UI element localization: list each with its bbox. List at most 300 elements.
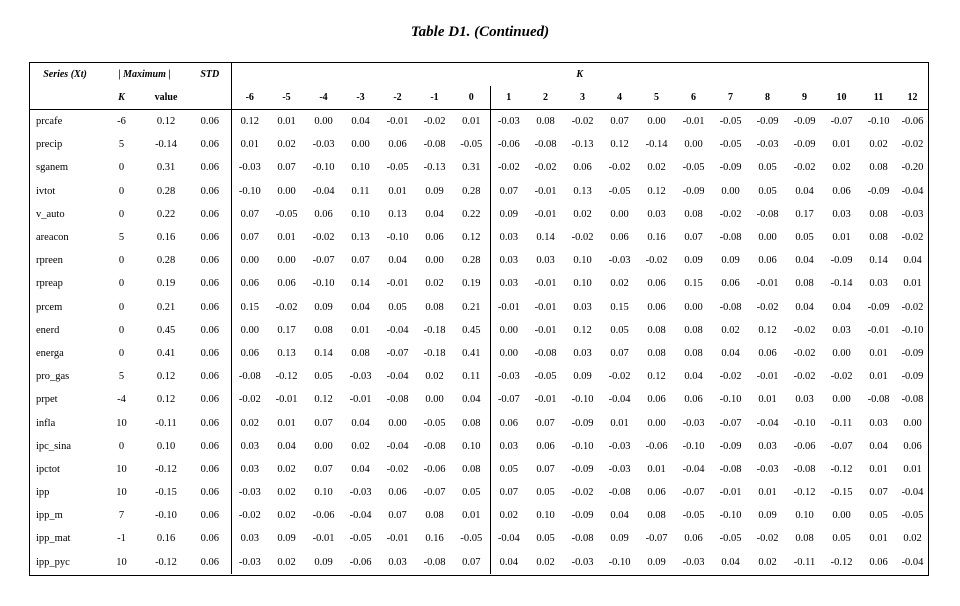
table-title: Table D1. (Continued) [410,24,550,40]
correlation-cell: -0.02 [830,371,853,383]
table-row [30,249,928,272]
series-cell: infla [36,417,56,429]
correlation-cell: 0.14 [869,255,888,267]
correlation-cell: 0.06 [610,232,629,244]
series-cell: prpet [36,394,58,406]
correlation-cell: 0.07 [869,487,888,499]
correlation-cell: -0.12 [830,463,853,475]
correlation-cell: 0.05 [462,487,481,499]
correlation-cell: -0.04 [901,556,924,568]
lag-header: 4 [601,86,638,110]
correlation-cell: -0.08 [793,463,816,475]
correlation-cell: 0.06 [647,394,666,406]
correlation-cell: 0.06 [277,278,296,290]
correlation-cell: -0.05 [719,139,742,151]
correlation-cell: -0.09 [867,301,890,313]
correlation-cell: 0.06 [684,394,703,406]
correlation-cell: 0.09 [721,255,740,267]
correlation-cell: 0.03 [832,324,851,336]
correlation-cell: 0.03 [869,417,888,429]
correlation-cell: 0.07 [231,226,268,249]
correlation-cell: 0.01 [869,533,888,545]
correlation-cell: -0.01 [534,185,557,197]
k-cell: 0 [118,347,125,359]
correlation-cell: 0.02 [425,278,444,290]
correlation-cell: 0.02 [490,504,527,527]
correlation-cell: 0.02 [647,162,666,174]
correlation-cell: 0.05 [758,185,777,197]
correlation-cell: -0.09 [793,139,816,151]
correlation-cell: -0.05 [534,371,557,383]
correlation-cell: -0.03 [682,417,705,429]
correlation-cell: -0.03 [349,487,372,499]
series-cell: ivtot [36,185,56,197]
correlation-cell: 0.08 [462,463,481,475]
correlation-cell: 0.04 [795,301,814,313]
correlation-cell: -0.03 [231,481,268,504]
correlation-cell: 0.04 [684,371,703,383]
correlation-table [30,63,928,574]
std-cell: 0.06 [200,347,219,359]
k-cell: -6 [117,116,126,128]
correlation-cell: -0.03 [608,463,631,475]
correlation-cell: 0.03 [869,278,888,290]
correlation-cell: -0.02 [793,371,816,383]
k-cell: -1 [117,533,126,545]
correlation-cell: -0.03 [490,365,527,388]
correlation-cell: 0.00 [647,417,666,429]
correlation-cell: -0.09 [901,347,924,359]
correlation-cell: -0.02 [423,116,446,128]
correlation-cell: 0.06 [647,301,666,313]
table-row [30,156,928,179]
lag-header: 5 [638,86,675,110]
correlation-cell: 0.08 [684,324,703,336]
correlation-cell: -0.13 [423,162,446,174]
correlation-cell: -0.01 [756,278,779,290]
correlation-cell: 0.04 [721,347,740,359]
correlation-cell: 0.00 [314,116,333,128]
correlation-cell: -0.05 [901,510,924,522]
correlation-cell: 0.02 [231,411,268,434]
std-cell: 0.06 [200,255,219,267]
k-cell: 0 [118,255,125,267]
correlation-cell: -0.10 [608,556,631,568]
lag-header: -3 [342,86,379,110]
correlation-cell: 0.00 [832,347,851,359]
table-row [30,110,928,134]
lag-header: 9 [786,86,823,110]
correlation-cell: -0.01 [719,487,742,499]
correlation-cell: -0.01 [756,371,779,383]
table-row [30,203,928,226]
correlation-cell: 0.07 [490,481,527,504]
correlation-cell: -0.02 [608,162,631,174]
correlation-cell: -0.01 [867,324,890,336]
correlation-cell: 0.04 [490,551,527,574]
correlation-cell: 0.03 [647,208,666,220]
correlation-cell: 0.02 [869,139,888,151]
correlation-cell: 0.03 [388,556,407,568]
correlation-cell: 0.28 [462,255,481,267]
correlation-cell: -0.08 [534,347,557,359]
correlation-cell: -0.05 [275,208,298,220]
correlation-cell: 0.09 [610,533,629,545]
std-cell: 0.06 [200,440,219,452]
series-cell: ipc_sina [36,440,71,452]
correlation-cell: 0.06 [425,232,444,244]
correlation-cell: -0.01 [386,116,409,128]
correlation-cell: 0.00 [277,255,296,267]
correlation-cell: -0.02 [901,139,924,151]
correlation-cell: -0.10 [312,278,335,290]
table-row [30,296,928,319]
correlation-cell: 0.00 [758,232,777,244]
correlation-cell: -0.08 [867,394,890,406]
correlation-cell: -0.04 [386,324,409,336]
value-cell: 0.12 [156,394,176,406]
table-body [30,110,928,574]
correlation-cell: 0.28 [462,185,481,197]
correlation-cell: -0.10 [682,440,705,452]
correlation-cell: 0.04 [610,510,629,522]
correlation-cell: -0.10 [231,180,268,203]
correlation-cell: 0.03 [832,208,851,220]
k-cell: 7 [118,510,125,522]
correlation-cell: 0.07 [536,463,555,475]
value-cell: 0.10 [156,440,176,452]
correlation-cell: -0.05 [386,162,409,174]
correlation-cell: -0.07 [682,487,705,499]
correlation-cell: 0.01 [388,185,407,197]
correlation-cell: 0.03 [758,440,777,452]
correlation-cell: 0.02 [573,208,592,220]
correlation-cell: -0.01 [534,208,557,220]
correlation-cell: 0.06 [647,278,666,290]
series-cell: energa [36,347,64,359]
table-row [30,504,928,527]
correlation-table-container [29,62,929,576]
correlation-cell: 0.07 [610,347,629,359]
correlation-cell: -0.03 [901,208,924,220]
value-cell: 0.28 [156,255,176,267]
correlation-cell: -0.02 [756,533,779,545]
correlation-cell: 0.04 [869,440,888,452]
correlation-cell: 0.09 [490,203,527,226]
correlation-cell: -0.06 [349,556,372,568]
correlation-cell: -0.20 [901,162,924,174]
correlation-cell: 0.00 [832,394,851,406]
k-cell: 5 [118,371,125,383]
correlation-cell: 0.02 [832,162,851,174]
correlation-cell: 0.04 [277,440,296,452]
correlation-cell: -0.10 [312,162,335,174]
correlation-cell: 0.10 [573,255,592,267]
correlation-cell: -0.02 [386,463,409,475]
correlation-cell: -0.03 [608,255,631,267]
series-cell: ipp_m [36,510,63,522]
correlation-cell: 0.04 [795,255,814,267]
value-cell: -0.14 [155,139,177,151]
correlation-cell: -0.02 [571,487,594,499]
correlation-cell: -0.02 [901,301,924,313]
correlation-cell: 0.12 [758,324,777,336]
correlation-cell: -0.01 [275,394,298,406]
correlation-cell: 0.02 [721,324,740,336]
std-cell: 0.06 [200,116,219,128]
correlation-cell: -0.09 [682,185,705,197]
series-cell: sganem [36,162,69,174]
correlation-cell: -0.02 [608,371,631,383]
correlation-cell: -0.03 [312,139,335,151]
series-cell: enerd [36,324,60,336]
std-cell: 0.06 [200,463,219,475]
correlation-cell: -0.09 [830,255,853,267]
correlation-cell: 0.04 [832,301,851,313]
k-cell: 10 [116,463,127,475]
correlation-cell: -0.02 [231,388,268,411]
correlation-cell: 0.00 [684,139,703,151]
correlation-cell: -0.04 [756,417,779,429]
correlation-cell: -0.10 [571,394,594,406]
correlation-cell: 0.03 [490,435,527,458]
correlation-cell: 0.04 [721,556,740,568]
value-cell: -0.12 [155,463,177,475]
correlation-cell: -0.08 [534,139,557,151]
std-cell: 0.06 [200,487,219,499]
value-cell: -0.10 [155,510,177,522]
correlation-cell: -0.01 [349,394,372,406]
series-cell: ipp [36,487,50,499]
correlation-cell: 0.15 [610,301,629,313]
correlation-cell: 0.05 [832,533,851,545]
correlation-cell: -0.07 [386,347,409,359]
correlation-cell: 0.06 [903,440,922,452]
correlation-cell: 0.09 [573,371,592,383]
correlation-cell: 0.01 [351,324,370,336]
correlation-cell: 0.22 [462,208,481,220]
correlation-cell: 0.09 [277,533,296,545]
correlation-cell: 0.08 [684,208,703,220]
correlation-cell: -0.03 [490,110,527,134]
table-row [30,180,928,203]
correlation-cell: 0.00 [351,139,370,151]
correlation-cell: 0.21 [462,301,481,313]
correlation-cell: 0.05 [869,510,888,522]
correlation-cell: 0.08 [314,324,333,336]
correlation-cell: 0.16 [425,533,444,545]
correlation-cell: -0.03 [571,556,594,568]
correlation-cell: 0.08 [869,162,888,174]
k-cell: -4 [117,394,126,406]
correlation-cell: 0.01 [277,417,296,429]
correlation-cell: 0.07 [388,510,407,522]
correlation-cell: 0.12 [610,139,629,151]
correlation-cell: -0.18 [423,347,446,359]
correlation-cell: 0.12 [573,324,592,336]
correlation-cell: 0.45 [462,324,481,336]
correlation-cell: 0.06 [758,255,777,267]
correlation-cell: 0.07 [536,417,555,429]
correlation-cell: 0.01 [758,487,777,499]
series-cell: prcem [36,301,63,313]
std-cell: 0.06 [200,371,219,383]
correlation-cell: -0.08 [386,394,409,406]
correlation-cell: 0.02 [277,556,296,568]
correlation-cell: 0.13 [388,208,407,220]
correlation-cell: 0.10 [573,278,592,290]
correlation-cell: -0.04 [386,440,409,452]
lag-header: 2 [527,86,564,110]
correlation-cell: 0.05 [490,458,527,481]
value-subheader: value [143,86,189,110]
std-cell: 0.06 [200,139,219,151]
correlation-cell: -0.05 [682,510,705,522]
correlation-cell: -0.01 [682,116,705,128]
correlation-cell: -0.02 [571,232,594,244]
correlation-cell: 0.09 [647,556,666,568]
correlation-cell: 0.01 [832,139,851,151]
correlation-cell: -0.08 [756,208,779,220]
lag-header: 11 [860,86,897,110]
correlation-cell: -0.06 [793,440,816,452]
std-cell: 0.06 [200,162,219,174]
correlation-cell: 0.10 [462,440,481,452]
correlation-cell: 0.10 [351,162,370,174]
correlation-cell: 0.08 [425,510,444,522]
correlation-cell: -0.07 [312,255,335,267]
correlation-cell: 0.06 [832,185,851,197]
correlation-cell: -0.04 [901,185,924,197]
correlation-cell: 0.02 [277,463,296,475]
correlation-cell: -0.10 [386,232,409,244]
correlation-cell: 0.01 [758,394,777,406]
correlation-cell: 0.12 [647,371,666,383]
correlation-cell: -0.02 [756,301,779,313]
correlation-cell: 0.06 [490,411,527,434]
table-row [30,342,928,365]
correlation-cell: 0.14 [536,232,555,244]
correlation-cell: 0.00 [231,249,268,272]
table-row [30,133,928,156]
correlation-cell: -0.01 [534,324,557,336]
correlation-cell: -0.10 [719,394,742,406]
correlation-cell: 0.01 [277,232,296,244]
correlation-cell: 0.04 [388,255,407,267]
correlation-cell: 0.00 [490,342,527,365]
correlation-cell: 0.08 [795,278,814,290]
correlation-cell: 0.05 [536,533,555,545]
correlation-cell: -0.09 [719,162,742,174]
correlation-cell: 0.12 [462,232,481,244]
correlation-cell: 0.03 [231,435,268,458]
correlation-cell: -0.02 [312,232,335,244]
correlation-cell: 0.15 [231,296,268,319]
correlation-cell: 0.31 [462,162,481,174]
correlation-cell: -0.09 [901,371,924,383]
lag-header: -5 [268,86,305,110]
correlation-cell: 0.13 [573,185,592,197]
correlation-cell: 0.03 [795,394,814,406]
correlation-cell: -0.14 [645,139,668,151]
correlation-cell: 0.07 [462,556,481,568]
correlation-cell: 0.07 [277,162,296,174]
correlation-cell: 0.12 [314,394,333,406]
correlation-cell: 0.13 [351,232,370,244]
correlation-cell: 0.12 [647,185,666,197]
series-cell: pro_gas [36,371,70,383]
correlation-cell: -0.11 [793,556,816,568]
correlation-cell: 0.01 [903,463,922,475]
k-cell: 5 [118,232,125,244]
series-cell: prcafe [36,116,63,128]
correlation-cell: 0.00 [425,255,444,267]
correlation-cell: -0.08 [719,301,742,313]
correlation-cell: 0.08 [647,510,666,522]
correlation-cell: 0.02 [277,139,296,151]
series-subheader [30,86,100,110]
series-header: Series (Xt) [43,69,87,80]
correlation-cell: -0.02 [901,232,924,244]
correlation-cell: -0.13 [571,139,594,151]
correlation-cell: -0.10 [571,440,594,452]
correlation-cell: 0.05 [388,301,407,313]
correlation-cell: -0.04 [901,487,924,499]
correlation-cell: -0.04 [682,463,705,475]
correlation-cell: -0.02 [719,208,742,220]
correlation-cell: 0.10 [314,487,333,499]
correlation-cell: -0.04 [608,394,631,406]
correlation-cell: 0.02 [903,533,922,545]
k-cell: 10 [116,417,127,429]
correlation-cell: 0.09 [314,556,333,568]
correlation-cell: 0.11 [351,185,370,197]
correlation-cell: -0.08 [608,487,631,499]
series-cell: ipctot [36,463,60,475]
correlation-cell: 0.08 [351,347,370,359]
correlation-cell: 0.02 [277,510,296,522]
correlation-cell: 0.01 [277,116,296,128]
k-cell: 0 [118,162,125,174]
correlation-cell: 0.04 [425,208,444,220]
k-cell: 0 [118,278,125,290]
std-cell: 0.06 [200,232,219,244]
correlation-cell: -0.09 [756,116,779,128]
correlation-cell: 0.03 [536,255,555,267]
std-header: STD [200,69,220,80]
correlation-cell: 0.02 [758,556,777,568]
correlation-cell: -0.08 [719,232,742,244]
k-cell: 0 [118,324,125,336]
correlation-cell: 0.01 [610,417,629,429]
correlation-cell: -0.12 [275,371,298,383]
correlation-cell: -0.07 [830,440,853,452]
correlation-cell: 0.00 [832,510,851,522]
correlation-cell: 0.03 [231,458,268,481]
value-cell: -0.12 [155,556,177,568]
k-cell: 10 [116,556,127,568]
value-cell: 0.16 [156,533,176,545]
correlation-cell: 0.07 [314,417,333,429]
table-row [30,551,928,574]
value-cell: 0.12 [156,371,176,383]
correlation-cell: 0.01 [647,463,666,475]
correlation-cell: 0.00 [425,394,444,406]
correlation-cell: -0.01 [534,394,557,406]
correlation-cell: -0.10 [901,324,924,336]
correlation-cell: 0.10 [536,510,555,522]
correlation-cell: -0.01 [386,278,409,290]
